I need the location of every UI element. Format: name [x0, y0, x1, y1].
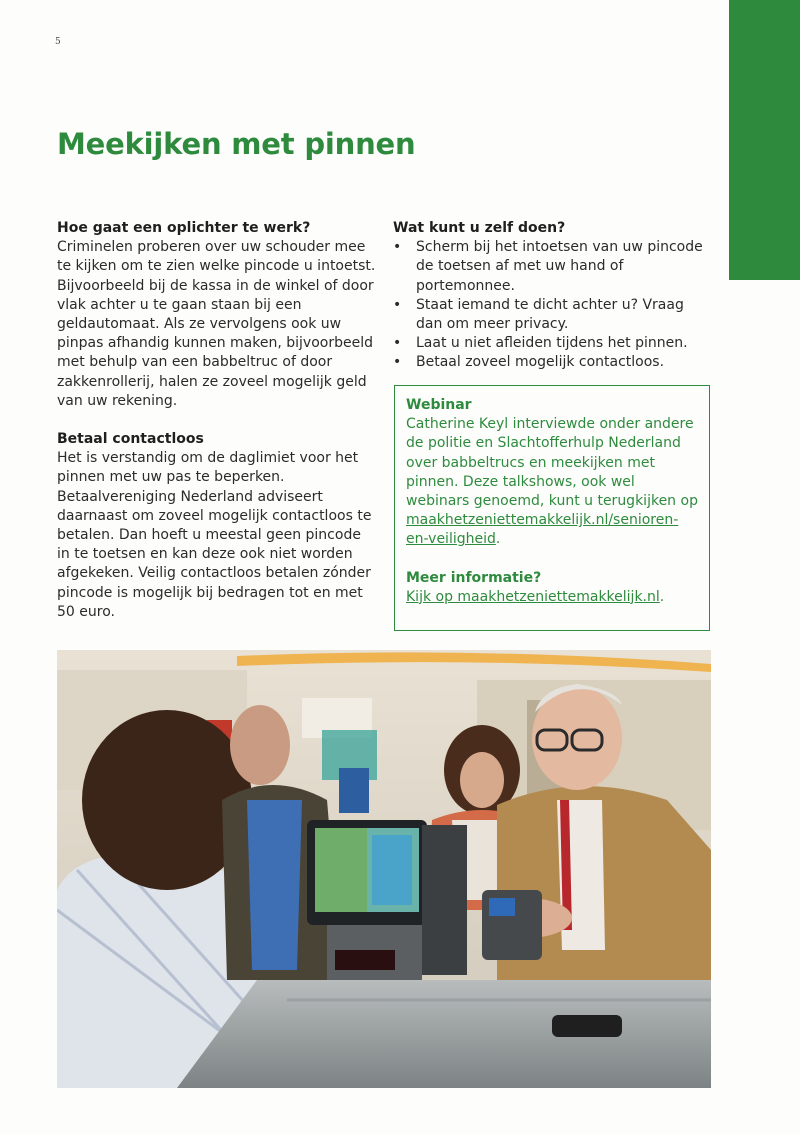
page-number: 5 [55, 37, 61, 47]
page-title: Meekijken met pinnen [57, 127, 416, 161]
webinar-link[interactable]: maakhetzeniettemakkelijk.nl/senioren-en-veiligheid [406, 512, 679, 548]
paragraph-how-scammer-works: Criminelen proberen over uw schouder mee te kijken om te zien welke pincode u intoetst. Bijvoorbeeld bij de kassa in de winkel of door vlak achter u te gaan staan bij een geldautomaat. Als ze vervolgens ook uw pinpas afhandig kunnen maken, bijvoorbeeld met behulp van een babbeltruc of door zakkenrollerij, halen ze zoveel mogelijk geld van uw rekening. [57, 239, 376, 409]
tips-list [393, 238, 713, 372]
paragraph-pay-contactless: Het is verstandig om de daglimiet voor het pinnen met uw pas te beperken. Betaalvereniging Nederland adviseert daarnaast om zoveel mogelijk contactloos te betalen. Dan hoeft u meestal geen pincode in te toetsen en kan deze ook niet worden afgekeken. Veilig contactloos betalen zónder pincode is mogelijk bij bedragen tot en met 50 euro. [57, 450, 372, 620]
more-info-link[interactable]: Kijk op maakhetzeniettemakkelijk.nl [406, 588, 660, 605]
list-item: • Betaal zoveel mogelijk contactloos. [393, 353, 713, 372]
webinar-text: Catherine Keyl interviewde onder andere de politie en Slachtofferhulp Nederland over babbeltrucs en meekijken met pinnen. Deze talkshows, ook wel webinars genoemd, kunt u terugkijken op maakhetzeniettemakkelijk.nl/senioren-en-veiligheid. [406, 416, 698, 548]
webinar-box: Webinar Catherine Keyl interviewde onder andere de politie en Slachtofferhulp Nederland over babbeltrucs en meekijken met pinnen. Deze talkshows, ook wel webinars genoemd, kunt u terugkijken op maakhetzeniettemakkelijk.nl/senioren-en-veiligheid. Meer informatie? Kijk op maakhetzeniettemakkelijk.nl. [394, 385, 710, 631]
heading-how-scammer-works: Hoe gaat een oplichter te werk? [57, 220, 311, 236]
right-column [393, 219, 713, 373]
left-column [57, 219, 377, 622]
list-item: • Laat u niet afleiden tijdens het pinnen. [393, 334, 713, 353]
list-item: • Scherm bij het intoetsen van uw pincode de toetsen af met uw hand of portemonnee. [393, 238, 713, 296]
checkout-photo [57, 650, 711, 1088]
more-info-heading: Meer informatie? [406, 569, 542, 586]
webinar-heading: Webinar [406, 397, 472, 413]
list-item: • Staat iemand te dicht achter u? Vraag dan om meer privacy. [393, 296, 713, 334]
heading-what-you-can-do: Wat kunt u zelf doen? [393, 220, 566, 236]
green-side-tab [729, 0, 800, 280]
heading-pay-contactless: Betaal contactloos [57, 431, 204, 448]
